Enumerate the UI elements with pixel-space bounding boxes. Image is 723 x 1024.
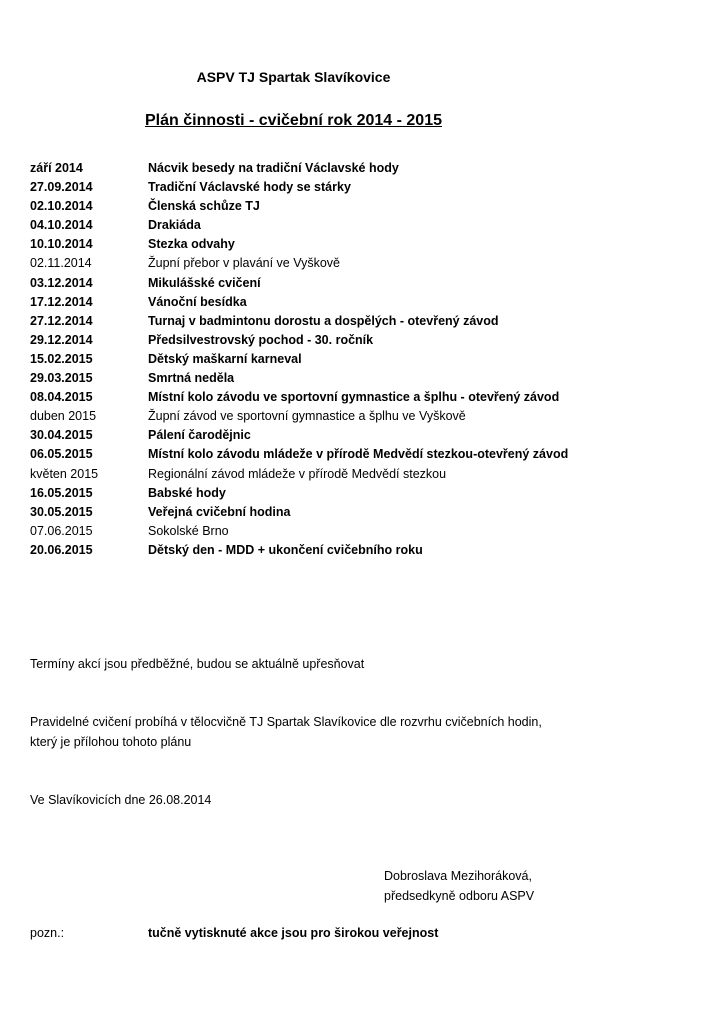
event-name: Turnaj v badmintonu dorostu a dospělých - otevřený závod <box>148 313 499 328</box>
event-name: Vánoční besídka <box>148 294 247 309</box>
event-row <box>30 484 700 503</box>
event-date: 02.11.2014 <box>30 256 92 271</box>
event-date: 30.04.2015 <box>30 428 93 443</box>
event-date: 27.09.2014 <box>30 180 93 195</box>
event-date: 16.05.2015 <box>30 485 93 500</box>
event-date: květen 2015 <box>30 466 99 481</box>
training-note <box>30 712 630 752</box>
event-row <box>30 407 700 426</box>
event-date: 29.12.2014 <box>30 332 93 347</box>
plan-title: Plán činnosti - cvičební rok 2014 - 2015 <box>144 112 442 129</box>
event-row <box>30 235 700 254</box>
event-row <box>30 312 700 331</box>
event-name: Župní přebor v plavání ve Vyškově <box>148 256 340 271</box>
event-row <box>30 293 700 312</box>
event-name: Místní kolo závodu mládeže v přírodě Medvědí stezkou-otevřený závod <box>148 447 569 462</box>
event-name: Mikulášské cvičení <box>148 275 261 290</box>
event-row <box>30 197 700 216</box>
event-row <box>30 369 700 388</box>
event-name: Předsilvestrovský pochod - 30. ročník <box>148 332 374 347</box>
event-name: Tradiční Václavské hody se stárky <box>148 180 351 195</box>
event-name: Regionální závod mládeže v přírodě Medvědí stezkou <box>148 466 447 481</box>
footnote-text: tučně vytisknuté akce jsou pro širokou veřejnost <box>148 926 439 940</box>
event-row <box>30 445 700 464</box>
event-name: Členská schůze TJ <box>148 199 260 214</box>
event-row <box>30 350 700 369</box>
event-date: 17.12.2014 <box>30 294 93 309</box>
event-row <box>30 274 700 293</box>
event-row <box>30 541 700 560</box>
event-date: 08.04.2015 <box>30 390 93 405</box>
event-date: duben 2015 <box>30 409 97 424</box>
event-name: Nácvik besedy na tradiční Václavské hody <box>148 161 399 175</box>
signature-block <box>384 866 534 906</box>
event-date: 10.10.2014 <box>30 237 93 252</box>
event-date: 27.12.2014 <box>30 313 93 328</box>
event-name: Smrtná neděla <box>148 371 235 386</box>
training-note-line-1: Pravidelné cvičení probíhá v tělocvičně TJ Spartak Slavíkovice dle rozvrhu cvičebních hodin, <box>30 715 542 729</box>
event-date: 06.05.2015 <box>30 447 93 462</box>
event-row <box>30 331 700 350</box>
event-date: 04.10.2014 <box>30 218 93 233</box>
event-row <box>30 159 700 178</box>
event-name: Místní kolo závodu ve sportovní gymnastice a šplhu - otevřený závod <box>148 390 560 405</box>
preliminary-note: Termíny akcí jsou předběžné, budou se aktuálně upřesňovat <box>30 657 365 671</box>
event-row <box>30 465 700 484</box>
event-name: Babské hody <box>148 485 226 500</box>
training-note-line-2: který je přílohou tohoto plánu <box>30 735 192 749</box>
footnote <box>30 923 438 943</box>
event-row <box>30 254 700 273</box>
event-name: Drakiáda <box>148 218 201 233</box>
event-date: 30.05.2015 <box>30 504 93 519</box>
event-name: Veřejná cvičební hodina <box>148 504 291 519</box>
organization-title: ASPV TJ Spartak Slavíkovice <box>196 69 391 85</box>
signature-name: Dobroslava Mezihoráková, <box>384 869 532 883</box>
event-row <box>30 388 700 407</box>
event-row <box>30 426 700 445</box>
event-name: Sokolské Brno <box>148 523 229 538</box>
event-row <box>30 503 700 522</box>
event-name: Dětský den - MDD + ukončení cvičebního roku <box>148 542 423 557</box>
footnote-label: pozn.: <box>30 926 65 940</box>
events-list <box>30 159 700 560</box>
event-row <box>30 216 700 235</box>
event-name: Dětský maškarní karneval <box>148 351 302 366</box>
event-name: Stezka odvahy <box>148 237 235 252</box>
event-date: 15.02.2015 <box>30 351 93 366</box>
event-date: 03.12.2014 <box>30 275 93 290</box>
place-date: Ve Slavíkovicích dne 26.08.2014 <box>30 793 212 807</box>
event-date: 29.03.2015 <box>30 371 93 386</box>
event-row <box>30 522 700 541</box>
signature-role: předsedkyně odboru ASPV <box>384 889 535 903</box>
event-name: Župní závod ve sportovní gymnastice a šplhu ve Vyškově <box>148 409 466 424</box>
event-date: 02.10.2014 <box>30 199 93 214</box>
event-row <box>30 178 700 197</box>
event-date: 20.06.2015 <box>30 542 93 557</box>
event-name: Pálení čarodějnic <box>148 428 251 443</box>
event-date: 07.06.2015 <box>30 523 93 538</box>
event-date: září 2014 <box>30 161 83 175</box>
